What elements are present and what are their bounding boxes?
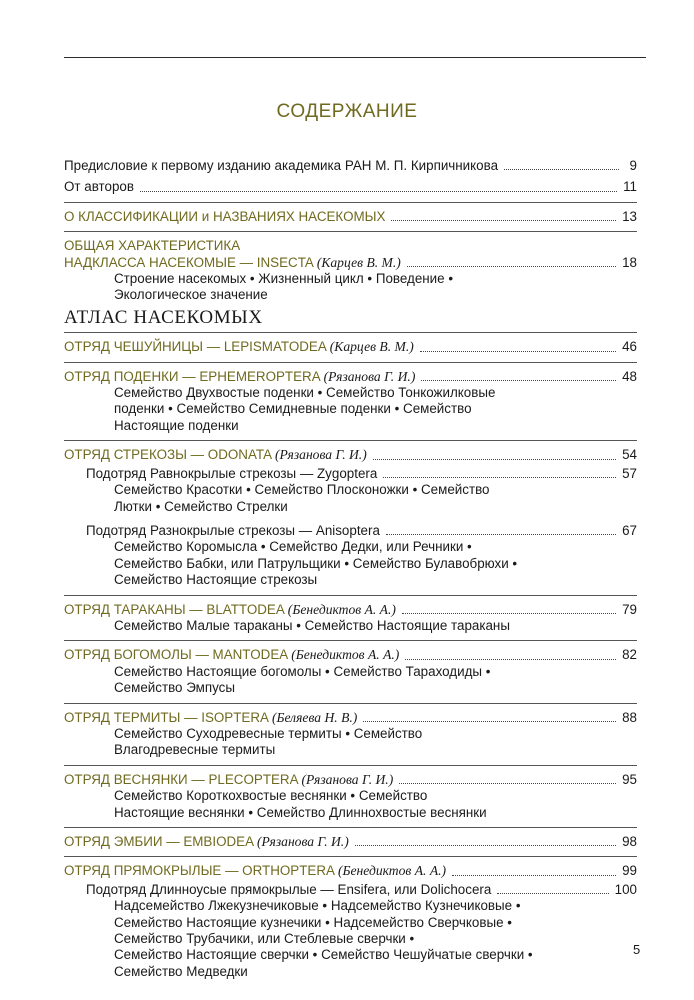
entry-title: ОТРЯД ПРЯМОКРЫЛЫЕ — ORTHOPTERA xyxy=(64,863,335,879)
dot-leader xyxy=(420,351,616,352)
toc-entry-suborder[interactable] xyxy=(64,466,637,482)
general-desc-line: Экологическое значение xyxy=(114,287,268,303)
atlas-heading: АТЛАС НАСЕКОМЫХ xyxy=(64,306,263,328)
order-desc-line: Семейство Суходревесные термиты • Семейство xyxy=(114,725,423,741)
toc-entry-general[interactable] xyxy=(64,255,637,271)
separator xyxy=(64,765,637,766)
entry-page: 67 xyxy=(622,522,637,538)
page-number: 5 xyxy=(633,942,641,957)
entry-title: Подотряд Длинноусые прямокрылые — Ensifera, или Dolichocera xyxy=(86,881,492,897)
order-desc-line: поденки • Семейство Семидневные поденки • Семейство xyxy=(114,401,472,417)
toc-entry-order[interactable] xyxy=(64,647,637,663)
entry-author: (Бенедиктов А. А.) xyxy=(287,601,396,617)
toc-section-order xyxy=(64,647,637,696)
separator xyxy=(64,640,637,641)
page-title: СОДЕРЖАНИЕ xyxy=(276,101,418,122)
entry-author: (Бенедиктов А. А.) xyxy=(337,863,447,879)
suborder-desc-line: Лютки • Семейство Стрелки xyxy=(114,498,288,514)
entry-title: НАДКЛАССА НАСЕКОМЫЕ — INSECTA xyxy=(64,254,314,270)
entry-title: О КЛАССИФИКАЦИИ и НАЗВАНИЯХ НАСЕКОМЫХ xyxy=(64,208,386,224)
entry-title: Подотряд Равнокрылые стрекозы — Zygoptera xyxy=(86,465,378,481)
toc-entry-order[interactable] xyxy=(64,369,637,385)
toc-section-order xyxy=(64,710,637,759)
separator xyxy=(64,440,637,441)
suborder-desc-line: Семейство Красотки • Семейство Плосконожки • Семейство xyxy=(114,482,490,498)
toc-entry-authors[interactable] xyxy=(64,179,637,195)
toc-entry-order[interactable] xyxy=(64,834,637,850)
toc-section-order xyxy=(64,834,637,850)
toc-section-order xyxy=(64,369,637,435)
dot-leader xyxy=(402,613,616,614)
order-desc-line: Семейство Малые тараканы • Семейство Настоящие тараканы xyxy=(114,617,510,633)
entry-author: (Рязанова Г. И.) xyxy=(323,368,416,384)
order-desc-line: Семейство Двухвостые поденки • Семейство Тонкожилковые xyxy=(114,385,496,401)
entry-title: Подотряд Разнокрылые стрекозы — Anisoptera xyxy=(86,522,380,538)
toc-entry-order[interactable] xyxy=(64,602,637,618)
separator xyxy=(64,362,637,363)
orders-list xyxy=(64,332,637,980)
dot-leader xyxy=(355,845,616,846)
toc-entry-preface[interactable] xyxy=(64,158,637,174)
toc-section-order xyxy=(64,339,637,355)
entry-page: 99 xyxy=(622,863,637,879)
entry-page: 13 xyxy=(622,208,637,224)
suborder-desc-line: Семейство Медведки xyxy=(114,963,248,979)
separator xyxy=(64,332,637,333)
separator xyxy=(64,595,637,596)
dot-leader xyxy=(391,220,616,221)
toc-section-general xyxy=(64,238,637,304)
general-title-line1: ОБЩАЯ ХАРАКТЕРИСТИКА xyxy=(64,238,241,254)
dot-leader xyxy=(399,783,616,784)
suborder-desc-line: Семейство Настоящие сверчки • Семейство Чешуйчатые сверчки • xyxy=(114,947,533,963)
order-desc-line: Семейство Короткохвостые веснянки • Семейство xyxy=(114,788,428,804)
entry-title: ОТРЯД ВЕСНЯНКИ — PLECOPTERA xyxy=(64,771,298,787)
order-desc-line: Влагодревесные термиты xyxy=(114,742,276,758)
entry-page: 82 xyxy=(622,647,637,663)
entry-page: 9 xyxy=(629,158,637,173)
suborder-desc-line: Семейство Настоящие стрекозы xyxy=(114,572,318,588)
toc-entry-order[interactable] xyxy=(64,863,637,879)
toc-entry-order[interactable] xyxy=(64,710,637,726)
suborder-desc-line: Семейство Трубачики, или Стеблевые сверчки • xyxy=(114,931,415,947)
dot-leader xyxy=(383,477,616,478)
dot-leader xyxy=(140,191,617,192)
entry-author: (Рязанова Г. И.) xyxy=(301,771,394,787)
entry-page: 98 xyxy=(622,834,637,849)
dot-leader xyxy=(386,534,616,535)
entry-page: 88 xyxy=(622,709,637,725)
dot-leader xyxy=(363,721,616,722)
suborder-desc-line: Надсемейство Лжекузнечиковые • Надсемейство Кузнечиковые • xyxy=(114,898,521,914)
entry-author: (Рязанова Г. И.) xyxy=(257,834,349,849)
separator xyxy=(64,856,637,857)
toc-section-order xyxy=(64,447,637,588)
entry-title: ОТРЯД ТАРАКАНЫ — BLATTODEA xyxy=(64,601,285,617)
entry-title: ОТРЯД БОГОМОЛЫ — MANTODEA xyxy=(64,647,288,663)
top-rule xyxy=(64,57,646,58)
toc-entry-order[interactable] xyxy=(64,772,637,788)
entry-page: 100 xyxy=(614,881,637,897)
dot-leader xyxy=(497,893,608,894)
toc-section-order xyxy=(64,602,637,635)
dot-leader xyxy=(504,169,619,170)
dot-leader xyxy=(373,459,616,460)
separator xyxy=(64,202,637,203)
toc-entry-order[interactable] xyxy=(64,339,637,355)
entry-page: 57 xyxy=(622,465,637,481)
table-of-contents xyxy=(64,158,637,980)
order-desc-line: Настоящие веснянки • Семейство Длиннохвостые веснянки xyxy=(114,804,487,820)
entry-title: От авторов xyxy=(64,179,134,195)
entry-page: 11 xyxy=(623,179,637,195)
dot-leader xyxy=(421,380,616,381)
dot-leader xyxy=(405,659,616,660)
entry-title: ОТРЯД ЧЕШУЙНИЦЫ — LEPISMATODEA xyxy=(64,339,327,355)
entry-page: 48 xyxy=(622,368,637,384)
separator xyxy=(64,827,637,828)
dot-leader xyxy=(452,875,616,876)
entry-page: 54 xyxy=(622,447,637,463)
entry-author: (Карцев В. М.) xyxy=(329,339,414,355)
order-desc-line: Настоящие поденки xyxy=(114,417,239,433)
entry-page: 95 xyxy=(622,771,637,787)
toc-section-order xyxy=(64,863,637,980)
entry-author: (Бенедиктов А. А.) xyxy=(291,647,400,663)
toc-entry-order[interactable] xyxy=(64,447,637,463)
entry-page: 46 xyxy=(622,339,637,355)
toc-entry-classification[interactable] xyxy=(64,209,637,225)
toc-entry-suborder[interactable] xyxy=(64,523,637,539)
entry-title: ОТРЯД ЭМБИИ — EMBIODEA xyxy=(64,834,254,849)
dot-leader xyxy=(407,266,616,267)
separator xyxy=(64,703,637,704)
entry-title: ОТРЯД СТРЕКОЗЫ — ODONATA xyxy=(64,447,272,463)
suborder-desc-line: Семейство Бабки, или Патрульщики • Семейство Булавобрюхи • xyxy=(114,555,518,571)
entry-author: (Рязанова Г. И.) xyxy=(275,447,367,463)
entry-author: (Беляева Н. В.) xyxy=(271,709,358,725)
suborder-desc-line: Семейство Настоящие кузнечики • Надсемейство Сверчковые • xyxy=(114,914,512,930)
entry-author: (Карцев В. М.) xyxy=(316,254,401,270)
entry-title: ОТРЯД ПОДЕНКИ — EPHEMEROPTERA xyxy=(64,368,320,384)
entry-page: 18 xyxy=(622,254,637,270)
entry-title: ОТРЯД ТЕРМИТЫ — ISOPTERA xyxy=(64,709,269,725)
toc-section-order xyxy=(64,772,637,821)
separator xyxy=(64,231,637,232)
general-desc-line: Строение насекомых • Жизненный цикл • Поведение • xyxy=(114,271,454,287)
entry-title: Предисловие к первому изданию академика РАН М. П. Кирпичникова xyxy=(64,158,499,173)
toc-entry-suborder[interactable] xyxy=(64,882,637,898)
entry-page: 79 xyxy=(622,601,637,617)
suborder-desc-line: Семейство Коромысла • Семейство Дедки, или Речники • xyxy=(114,539,472,555)
order-desc-line: Семейство Настоящие богомолы • Семейство Тараходиды • xyxy=(114,663,491,679)
order-desc-line: Семейство Эмпусы xyxy=(114,680,236,696)
